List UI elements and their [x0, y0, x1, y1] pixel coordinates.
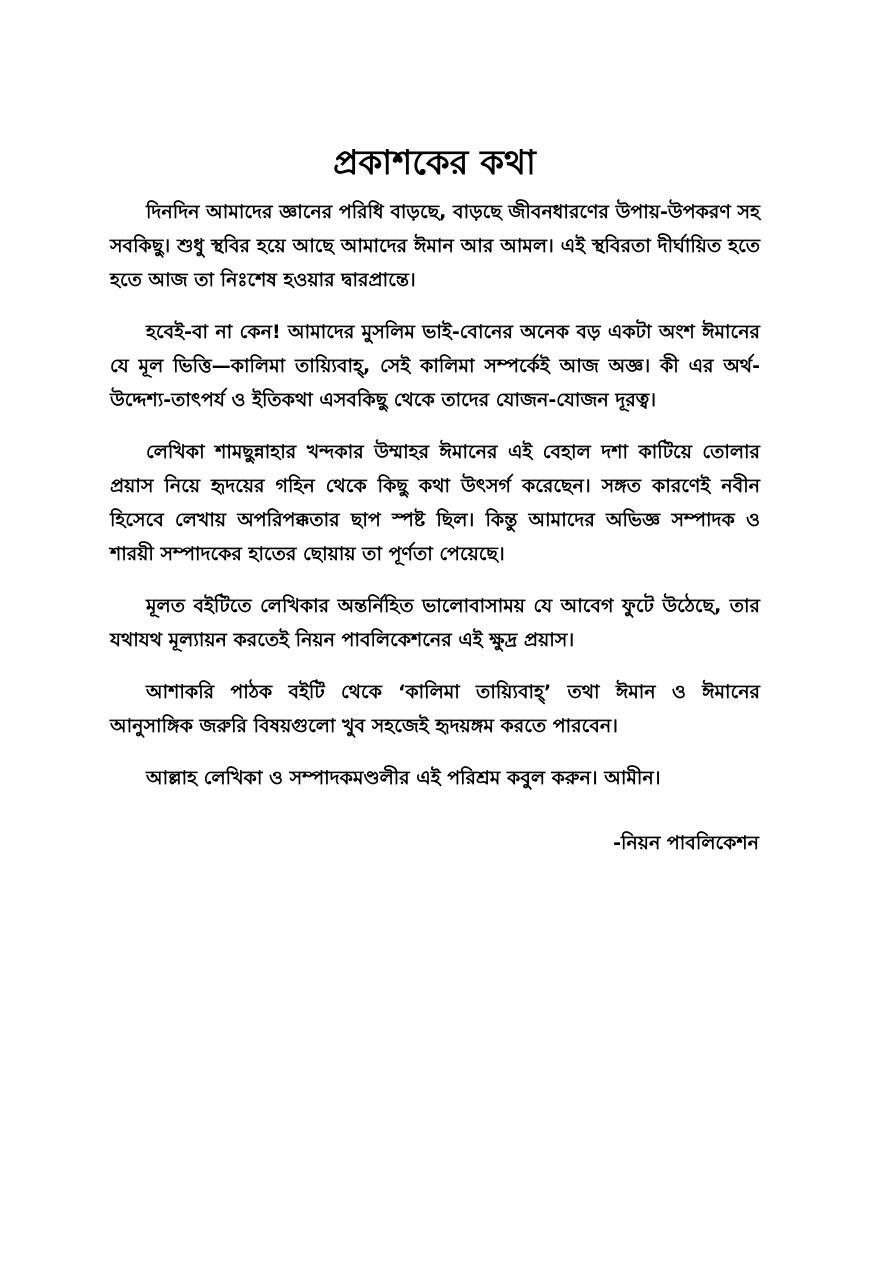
paragraph-1: দিনদিন আমাদের জ্ঞানের পরিধি বাড়ছে, বাড়ছে জীবনধারণের উপায়-উপকরণ সহ সবকিছু। শুধু স্থবির হয়ে আছে আমাদের ঈমান আর আমল। এই স্থবিরতা দীর্ঘায়িত হতে হতে আজ তা নিঃশেষ হওয়ার দ্বারপ্রান্তে। [110, 201, 760, 291]
publisher-note-body [110, 195, 760, 813]
paragraph-5: আশাকরি পাঠক বইটি থেকে ‘কালিমা তায়্যিবাহ্’ তথা ঈমান ও ঈমানের আনুসাঙ্গিক জরুরি বিষয়গুলো খুব সহজেই হৃদয়ঙ্গম করতে পারবেন। [110, 681, 760, 737]
page-title: প্রকাশকের কথা [333, 142, 536, 183]
paragraph-6: আল্লাহ লেখিকা ও সম্পাদকমণ্ডলীর এই পরিশ্রম কবুল করুন। আমীন। [146, 767, 661, 789]
paragraph-3: লেখিকা শামছুন্নাহার খন্দকার উম্মাহর ঈমানের এই বেহাল দশা কাটিয়ে তোলার প্রয়াস নিয়ে হৃদয়ের গহিন থেকে কিছু কথা উৎসর্গ করেছেন। সঙ্গত কারণেই নবীন হিসেবে লেখায় অপরিপক্কতার ছাপ স্পষ্ট ছিল। কিন্তু আমাদের অভিজ্ঞ সম্পাদক ও শারয়ী সম্পাদকের হাতের ছোয়ায় তা পূর্ণতা পেয়েছে। [110, 441, 760, 565]
paragraph-4: মূলত বইটিতে লেখিকার অন্তর্নিহিত ভালোবাসাময় যে আবেগ ফুটে উঠেছে, তার যথাযথ মূল্যায়ন করতেই নিয়ন পাবলিকেশনের এই ক্ষুদ্র প্রয়াস। [110, 595, 760, 651]
publisher-signature: -নিয়ন পাবলিকেশন [613, 832, 759, 854]
paragraph-2: হবেই-বা না কেন! আমাদের মুসলিম ভাই-বোনের অনেক বড় একটা অংশ ঈমানের যে মূল ভিত্তি—কালিমা তায়্যিবাহ্, সেই কালিমা সম্পর্কেই আজ অজ্ঞ। কী এর অর্থ-উদ্দেশ্য-তাৎপর্য ও ইতিকথা এসবকিছু থেকে তাদের যোজন-যোজন দূরত্ব। [110, 321, 760, 411]
